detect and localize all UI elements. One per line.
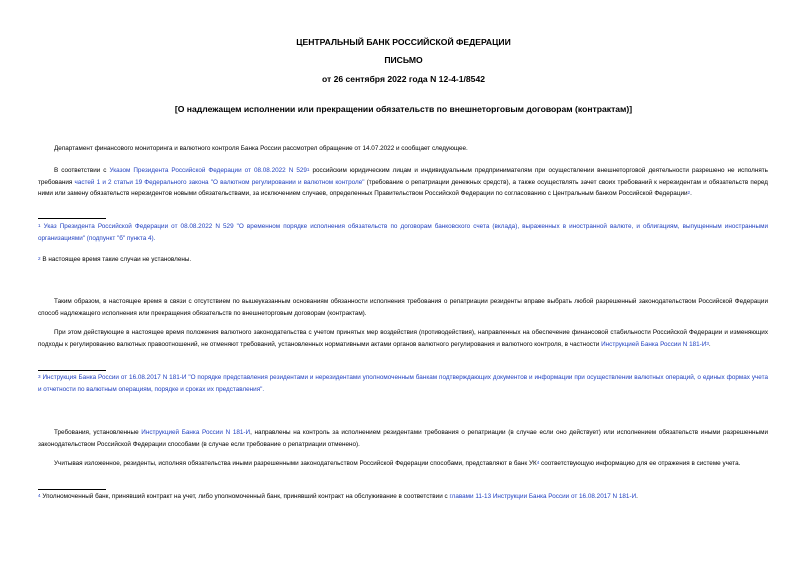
- text: Уполномоченный банк, принявший контракт на учет, либо уполномоченный банк, принявший контракт на обслуживание в соответствии с: [40, 493, 450, 500]
- text: российским юридическим лицам и индивидуальным предпринимателям при осуществлении внешнеторговой деятельности разрешено не исполнять требования: [38, 167, 768, 186]
- footnote-3: [38, 372, 768, 395]
- org-title: ЦЕНТРАЛЬНЫЙ БАНК РОССИЙСКОЙ ФЕДЕРАЦИИ: [296, 37, 511, 47]
- footnote-mark: 4: [38, 493, 41, 498]
- text: При этом действующие в настоящее время положения валютного законодательства с учетом принятых мер воздействия (противодействия), направленных на обеспечение финансовой стабильности Российской Федерации и изменяющих подходы к регулированию валютных правоотношений, не отменяют требований, установленных нормативными актами органов валютного регулирования и валютного контроля, в частности: [38, 329, 768, 348]
- date-number: от 26 сентября 2022 года N 12-4-1/8542: [321, 74, 486, 84]
- instruction-link[interactable]: Инструкцией Банка России N 181-И: [601, 340, 707, 348]
- text: В соответствии с: [54, 167, 110, 174]
- subject: [О надлежащем исполнении или прекращении обязательств по внешнеторговым договорам (контрактам)]: [174, 104, 633, 114]
- text: (требование о репатриации денежных средств), а также осуществлять зачет своих требований к нерезидентам и обязательств перед ними или замену обязательств нерезидентов новыми обязательствами, за исключением случаев, определенных Правительством Российской Федерации по согласованию с Центральным банком Российской Федерации: [38, 178, 768, 198]
- paragraph-intro: Департамент финансового мониторинга и валютного контроля Банка России рассмотрел обращение от 14.07.2022 и сообщает следующее.: [54, 145, 468, 152]
- footnote-ref-3[interactable]: 3: [706, 340, 709, 346]
- footnote-decree-link[interactable]: Указ Президента Российской Федерации от 08.08.2022 N 529 "О временном порядке исполнения обязательств по договорам банковского счета (вклада), выраженных в иностранной валюте, и облигациям, выпущенным иностранными организациями" (подпункт "б" пункта 4).: [38, 223, 768, 242]
- footnote-2: [38, 254, 768, 266]
- text: соответствующую информацию для ее отражения в системе учета.: [539, 460, 741, 467]
- footnote-mark: 1: [38, 223, 41, 228]
- law-link[interactable]: частей 1 и 2 статьи 19 Федерального закона "О валютном регулировании и валютном контроле": [74, 178, 365, 186]
- footnote-instruction-link[interactable]: Инструкция Банка России от 16.08.2017 N 181-И "О порядке представления резидентами и нерезидентами уполномоченным банкам подтверждающих документов и информации при осуществлении валютных операций, о единых формах учета и отчетности по валютным операциям, порядке и сроках их представления".: [38, 374, 768, 393]
- paragraph-requirements: [38, 427, 768, 450]
- footnote-1: [38, 221, 768, 244]
- decree-link[interactable]: Указом Президента Российской Федерации от 08.08.2022 N 529: [109, 167, 307, 174]
- instruction-link[interactable]: Инструкцией Банка России N 181-И: [141, 429, 251, 436]
- text: В настоящее время такие случаи не установлены.: [40, 256, 192, 263]
- footnote-ref-1[interactable]: 1: [306, 167, 310, 172]
- text: .: [636, 493, 638, 500]
- paragraph-decree: [38, 165, 768, 200]
- footnote-4: [38, 491, 768, 503]
- footnote-ref-2[interactable]: 2: [687, 190, 691, 196]
- footnote-divider: [38, 489, 106, 490]
- text: .: [690, 190, 692, 198]
- text: , направлены на контроль за исполнением резидентами требования о репатриации (в случае если оно действует) или исполнением обязательств иными разрешенными законодательством Российской Федерации способами (в случае если требование о репатриации отменено).: [38, 429, 769, 448]
- footnote-mark: 2: [38, 256, 41, 261]
- chapters-link[interactable]: главами 11-13 Инструкции Банка России от 16.08.2017 N 181-И: [449, 493, 637, 500]
- paragraph-instruction: [38, 327, 768, 350]
- footnote-ref-4[interactable]: 4: [536, 460, 540, 465]
- doc-type: ПИСЬМО: [384, 55, 423, 65]
- footnote-divider: [38, 370, 106, 371]
- text: Учитывая изложенное, резиденты, исполняя обязательства иными разрешенными законодательством Российской Федерации способами, представляют в банк УК: [54, 460, 537, 467]
- paragraph-conclusion: Таким образом, в настоящее время в связи с отсутствием по вышеуказанным основаниям обязанности исполнения требования о репатриации резиденты вправе выбрать любой разрешенный законодательством Российской Федерации способ надлежащего исполнения или прекращения обязательств по внешнеторговым договорам (контрактам).: [38, 298, 768, 317]
- footnote-mark: 3: [38, 374, 41, 379]
- text: Требования, установленные: [54, 429, 142, 436]
- footnote-divider: [38, 218, 106, 219]
- paragraph-summary: [38, 458, 768, 470]
- text: .: [708, 340, 711, 348]
